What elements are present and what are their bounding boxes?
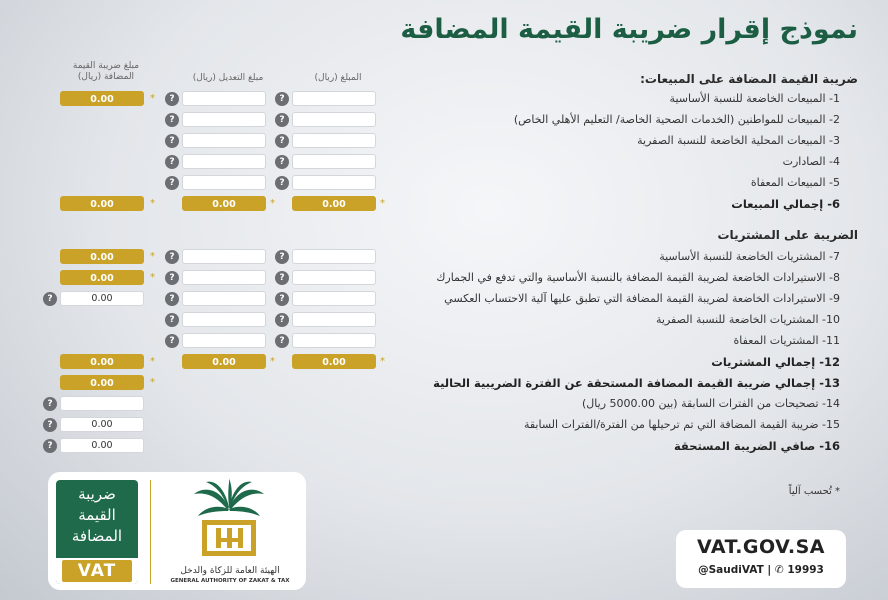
help-icon[interactable]: ? xyxy=(275,313,289,327)
vat-computed-value: 0.00 xyxy=(60,270,144,285)
form-row xyxy=(0,248,888,266)
auto-calc-star: * xyxy=(270,198,275,209)
form-row xyxy=(0,374,888,392)
column-header-adjustment: مبلغ التعديل (ريال) xyxy=(192,73,264,83)
row-label: 1- المبيعات الخاضعة للنسبة الأساسية xyxy=(669,92,840,105)
form-row xyxy=(0,437,888,455)
help-icon[interactable]: ? xyxy=(165,292,179,306)
help-icon[interactable]: ? xyxy=(43,397,57,411)
amount-computed-value: 0.00 xyxy=(292,354,376,369)
row-label: 10- المشتريات الخاضعة للنسبة الصفرية xyxy=(656,313,840,326)
amount-input[interactable] xyxy=(292,175,376,190)
amount-input[interactable] xyxy=(292,112,376,127)
column-header-vat-line1: مبلغ ضريبة القيمة xyxy=(72,61,140,71)
adjustment-computed-value: 0.00 xyxy=(182,354,266,369)
form-row xyxy=(0,111,888,129)
amount-input[interactable] xyxy=(292,249,376,264)
form-row xyxy=(0,153,888,171)
auto-calc-star: * xyxy=(380,356,385,367)
amount-computed-value: 0.00 xyxy=(292,196,376,211)
adjustment-input[interactable] xyxy=(182,154,266,169)
amount-input[interactable] xyxy=(292,291,376,306)
vat-computed-value: 0.00 xyxy=(60,196,144,211)
form-row xyxy=(0,311,888,329)
vat-logo-line1: ضريبة xyxy=(78,485,116,503)
adjustment-computed-value: 0.00 xyxy=(182,196,266,211)
row-label: 14- تصحيحات من الفترات السابقة (بين 5000.00 ريال) xyxy=(582,397,840,410)
help-icon[interactable]: ? xyxy=(43,418,57,432)
adjustment-input[interactable] xyxy=(182,312,266,327)
vat-input[interactable] xyxy=(60,438,144,453)
logos-card xyxy=(48,472,306,590)
help-icon[interactable]: ? xyxy=(275,292,289,306)
website-link[interactable]: VAT.GOV.SA xyxy=(696,536,826,558)
column-header-vat xyxy=(60,61,152,83)
vat-input[interactable] xyxy=(60,291,144,306)
row-label: 5- المبيعات المعفاة xyxy=(750,176,840,189)
help-icon[interactable]: ? xyxy=(275,250,289,264)
auto-calc-star: * xyxy=(150,356,155,367)
row-label: 4- الصادارت xyxy=(782,155,840,168)
vat-input[interactable] xyxy=(60,417,144,432)
row-label: 9- الاستيرادات الخاضعة لضريبة القيمة المضافة التي تطبق عليها آلية الاحتساب العكسي xyxy=(444,292,840,305)
form-row xyxy=(0,132,888,150)
help-icon[interactable]: ? xyxy=(275,334,289,348)
row-label: 13- إجمالي ضريبة القيمة المضافة المستحقة عن الفترة الضريبية الحالية xyxy=(433,376,840,390)
section-sales-heading: ضريبة القيمة المضافة على المبيعات: xyxy=(640,72,858,86)
adjustment-input[interactable] xyxy=(182,112,266,127)
adjustment-input[interactable] xyxy=(182,249,266,264)
vat-computed-value: 0.00 xyxy=(60,354,144,369)
row-label: 3- المبيعات المحلية الخاضعة للنسبة الصفرية xyxy=(637,134,840,147)
auto-calc-star: * xyxy=(150,377,155,388)
adjustment-input[interactable] xyxy=(182,333,266,348)
help-icon[interactable]: ? xyxy=(165,176,179,190)
amount-input[interactable] xyxy=(292,91,376,106)
vat-logo xyxy=(56,480,138,584)
adjustment-input[interactable] xyxy=(182,270,266,285)
help-icon[interactable]: ? xyxy=(43,292,57,306)
adjustment-input[interactable] xyxy=(182,91,266,106)
form-row xyxy=(0,290,888,308)
page-title: نموذج إقرار ضريبة القيمة المضافة xyxy=(400,14,858,45)
help-icon[interactable]: ? xyxy=(275,155,289,169)
form-row xyxy=(0,395,888,413)
adjustment-input[interactable] xyxy=(182,133,266,148)
logo-divider xyxy=(150,480,151,584)
help-icon[interactable]: ? xyxy=(275,271,289,285)
vat-logo-line3: المضافة xyxy=(71,527,123,545)
vat-logo-line2: القيمة xyxy=(78,506,116,524)
help-icon[interactable]: ? xyxy=(275,176,289,190)
row-label: 16- صافي الضريبة المستحقة xyxy=(673,439,840,453)
form-row xyxy=(0,174,888,192)
palm-tree-icon xyxy=(190,478,268,560)
amount-input[interactable] xyxy=(292,312,376,327)
row-label: 11- المشتريات المعفاة xyxy=(733,334,840,347)
form-row xyxy=(0,353,888,371)
row-label: 6- إجمالي المبيعات xyxy=(731,197,840,211)
amount-input[interactable] xyxy=(292,154,376,169)
help-icon[interactable]: ? xyxy=(275,134,289,148)
auto-calc-star: * xyxy=(270,356,275,367)
authority-name-en: GENERAL AUTHORITY OF ZAKAT & TAX xyxy=(170,578,290,584)
adjustment-input[interactable] xyxy=(182,291,266,306)
help-icon[interactable]: ? xyxy=(165,134,179,148)
row-label: 12- إجمالي المشتريات xyxy=(711,355,840,369)
vat-computed-value: 0.00 xyxy=(60,249,144,264)
section-purchases-heading: الضريبة على المشتريات xyxy=(717,228,858,242)
amount-input[interactable] xyxy=(292,270,376,285)
row-label: 2- المبيعات للمواطنين (الخدمات الصحية الخاصة/ التعليم الأهلي الخاص) xyxy=(513,113,840,126)
form-row xyxy=(0,269,888,287)
column-header-amount: المبلغ (ريال) xyxy=(314,73,362,83)
form-row xyxy=(0,195,888,213)
form-row xyxy=(0,332,888,350)
auto-calc-star: * xyxy=(150,198,155,209)
help-icon[interactable]: ? xyxy=(165,155,179,169)
row-label: 7- المشتريات الخاضعة للنسبة الأساسية xyxy=(659,250,840,263)
adjustment-input[interactable] xyxy=(182,175,266,190)
help-icon[interactable]: ? xyxy=(165,250,179,264)
vat-computed-value: 0.00 xyxy=(60,91,144,106)
help-icon[interactable]: ? xyxy=(275,113,289,127)
vat-input[interactable] xyxy=(60,396,144,411)
auto-calculated-note: * تُحسب آلياً xyxy=(788,486,840,497)
help-icon[interactable]: ? xyxy=(165,113,179,127)
help-icon[interactable]: ? xyxy=(43,439,57,453)
auto-calc-star: * xyxy=(150,272,155,283)
auto-calc-star: * xyxy=(380,198,385,209)
auto-calc-star: * xyxy=(150,93,155,104)
row-label: 8- الاستيرادات الخاضعة لضريبة القيمة المضافة بالنسبة الأساسية والتي تدفع في الجمارك xyxy=(436,271,840,284)
help-icon[interactable]: ? xyxy=(165,271,179,285)
amount-input[interactable] xyxy=(292,333,376,348)
row-label: 15- ضريبة القيمة المضافة التي تم ترحيلها من الفترة/الفترات السابقة xyxy=(523,418,840,431)
help-icon[interactable]: ? xyxy=(275,92,289,106)
help-icon[interactable]: ? xyxy=(165,334,179,348)
form-row xyxy=(0,416,888,434)
form-row xyxy=(0,90,888,108)
contact-info: @SaudiVAT | ✆ 19993 xyxy=(698,564,824,576)
vat-computed-value: 0.00 xyxy=(60,375,144,390)
column-header-vat-line2: المضافة (ريال) xyxy=(77,72,135,82)
vat-logo-word: VAT xyxy=(62,560,132,582)
help-icon[interactable]: ? xyxy=(165,92,179,106)
auto-calc-star: * xyxy=(150,251,155,262)
website-card xyxy=(676,530,846,588)
amount-input[interactable] xyxy=(292,133,376,148)
help-icon[interactable]: ? xyxy=(165,313,179,327)
authority-name-ar: الهيئة العامة للزكاة والدخل xyxy=(180,566,280,576)
